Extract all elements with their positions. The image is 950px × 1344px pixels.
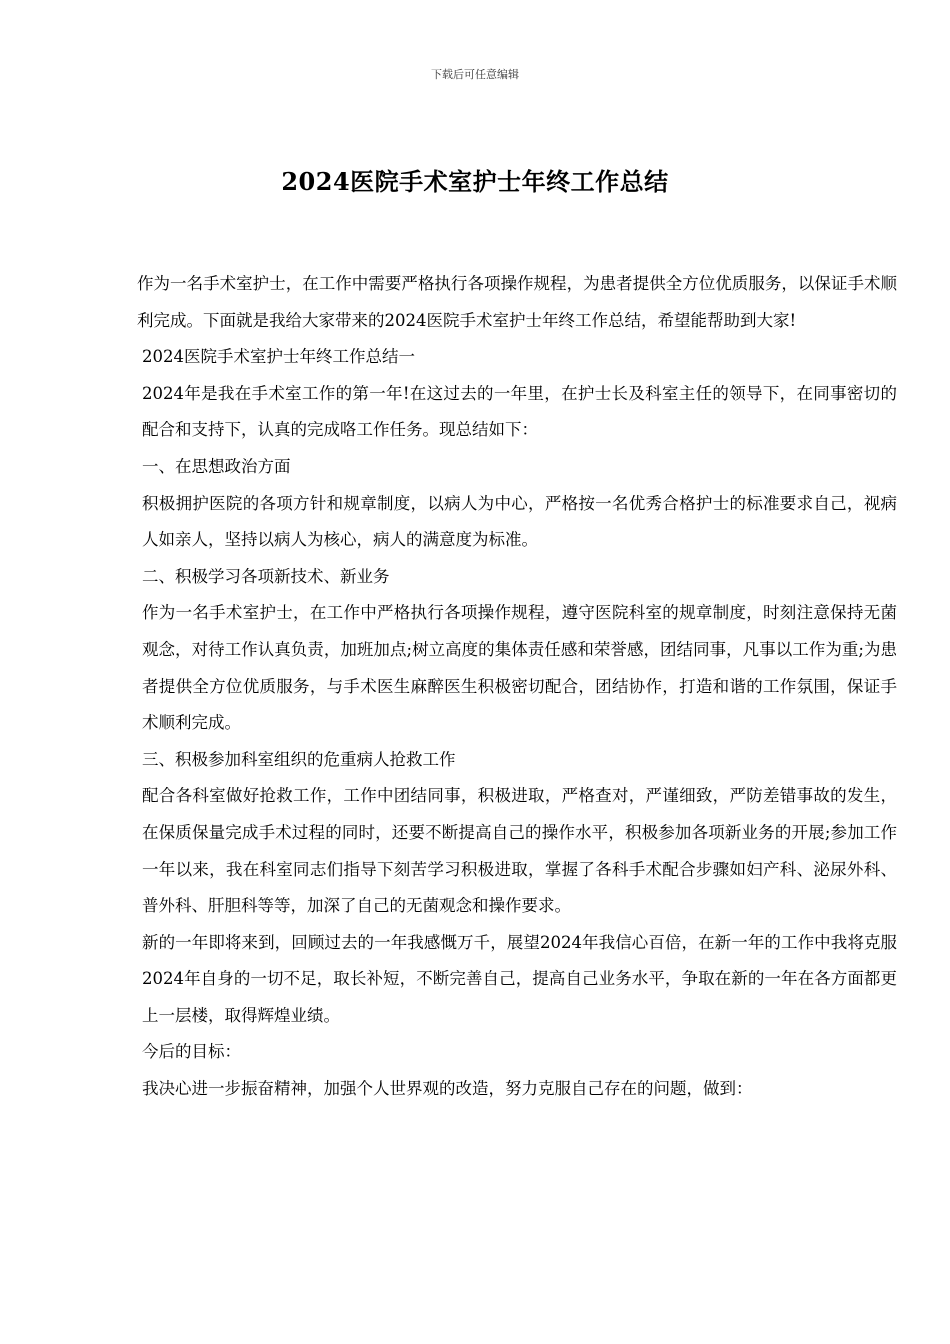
section-heading-learning: 二、积极学习各项新技术、新业务 <box>142 566 390 586</box>
header-note: 下载后可任意编辑 <box>431 68 519 81</box>
document-body <box>137 266 897 1108</box>
politics-paragraph: 积极拥护医院的各项方针和规章制度，以病人为中心，严格按一名优秀合格护士的标准要求自己，视病人如亲人，坚持以病人为核心，病人的满意度为标准。 <box>142 493 897 550</box>
document-title: 2024医院手术室护士年终工作总结 <box>281 167 669 196</box>
outlook-paragraph: 新的一年即将来到，回顾过去的一年我感慨万千，展望2024年我信心百倍，在新一年的工作中我将克服2024年自身的一切不足，取长补短，不断完善自己，提高自己业务水平，争取在新的一年在各方面都更上一层楼，取得辉煌业绩。 <box>142 932 897 1025</box>
goals-paragraph: 我决心进一步振奋精神，加强个人世界观的改造，努力克服自己存在的问题，做到： <box>142 1079 753 1099</box>
section-heading-politics: 一、在思想政治方面 <box>142 456 291 476</box>
intro-paragraph: 作为一名手术室护士，在工作中需要严格执行各项操作规程，为患者提供全方位优质服务，以保证手术顺利完成。下面就是我给大家带来的2024医院手术室护士年终工作总结，希望能帮助到大家! <box>137 274 897 330</box>
learning-paragraph: 作为一名手术室护士，在工作中严格执行各项操作规程，遵守医院科室的规章制度，时刻注意保持无菌观念，对待工作认真负责，加班加点;树立高度的集体责任感和荣誉感，团结同事，凡事以工作为重;为患者提供全方位优质服务，与手术医生麻醉医生积极密切配合，团结协作，打造和谐的工作氛围，保证手术顺利完成。 <box>142 603 897 733</box>
section-heading-rescue: 三、积极参加科室组织的危重病人抢救工作 <box>142 749 456 769</box>
section-heading-summary-one: 2024医院手术室护士年终工作总结一 <box>142 347 415 367</box>
rescue-paragraph: 配合各科室做好抢救工作，工作中团结同事，积极进取，严格查对，严谨细致，严防差错事故的发生，在保质保量完成手术过程的同时，还要不断提高自己的操作水平，积极参加各项新业务的开展;参加工作一年以来，我在科室同志们指导下刻苦学习积极进取，掌握了各科手术配合步骤如妇产科、泌尿外科、普外科、肝胆科等等，加深了自己的无菌观念和操作要求。 <box>142 786 897 916</box>
goals-heading: 今后的目标： <box>142 1042 241 1062</box>
overview-paragraph: 2024年是我在手术室工作的第一年!在这过去的一年里，在护士长及科室主任的领导下，在同事密切的配合和支持下，认真的完成咯工作任务。现总结如下： <box>142 383 897 440</box>
